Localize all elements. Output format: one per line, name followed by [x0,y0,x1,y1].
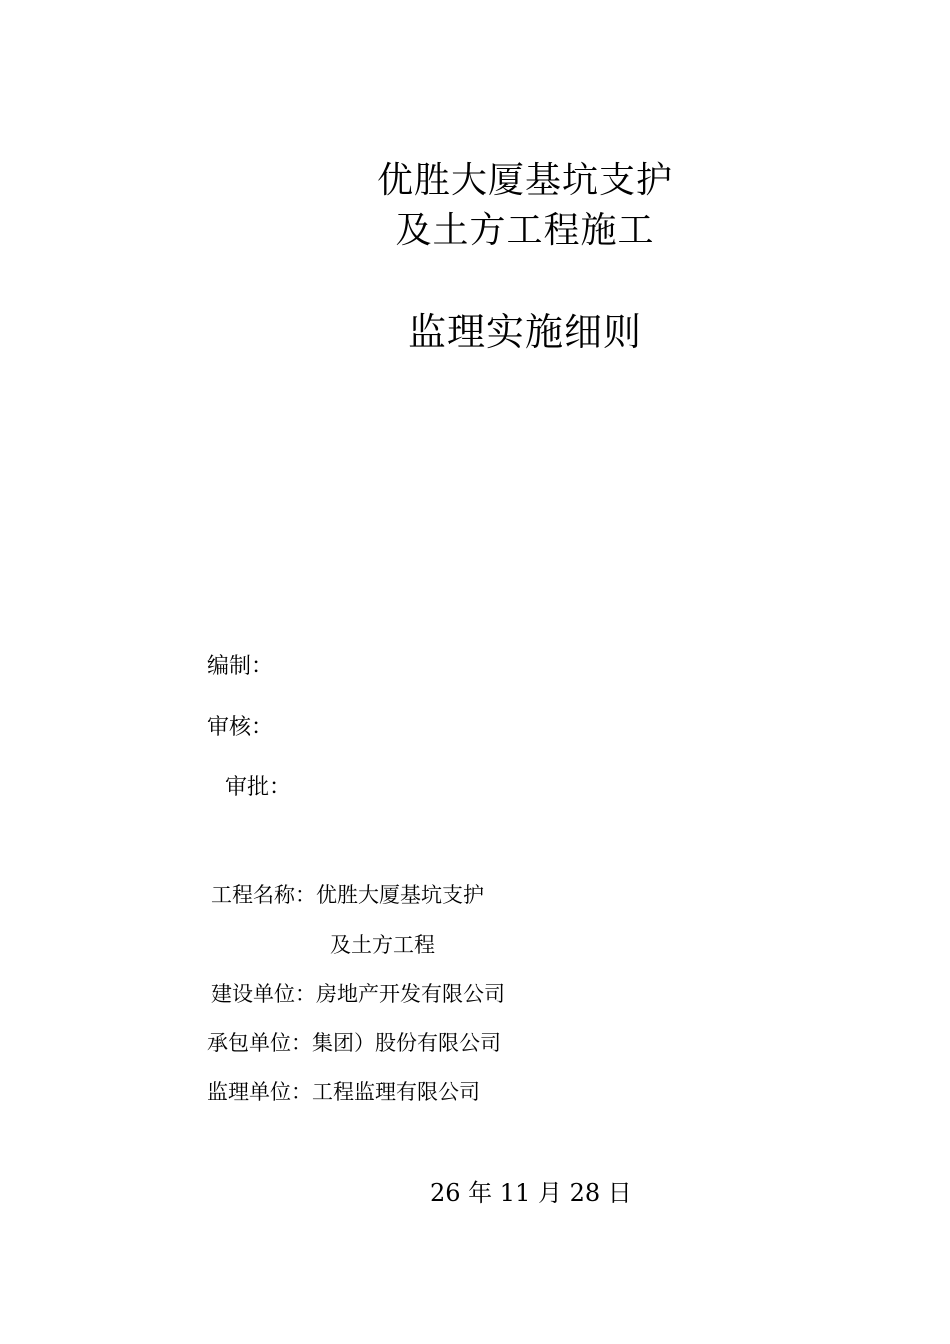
compiled-by-label: 编制： [207,654,274,679]
document-title-line-2: 及土方工程施工 [395,210,655,251]
construction-unit: 建设单位：房地产开发有限公司 [211,982,505,1006]
reviewed-by-label: 审核： [207,715,274,740]
document-subtitle: 监理实施细则 [407,310,642,354]
project-name-continuation: 及土方工程 [330,933,435,957]
approved-by-label: 审批： [225,775,292,800]
supervision-unit: 监理单位：工程监理有限公司 [207,1080,480,1104]
document-title-line-1: 优胜大厦基坑支护 [376,160,673,201]
contractor-unit: 承包单位：集团）股份有限公司 [207,1031,501,1055]
project-name: 工程名称：优胜大厦基坑支护 [211,883,484,907]
document-date: 26 年 11 月 28 日 [430,1179,632,1207]
